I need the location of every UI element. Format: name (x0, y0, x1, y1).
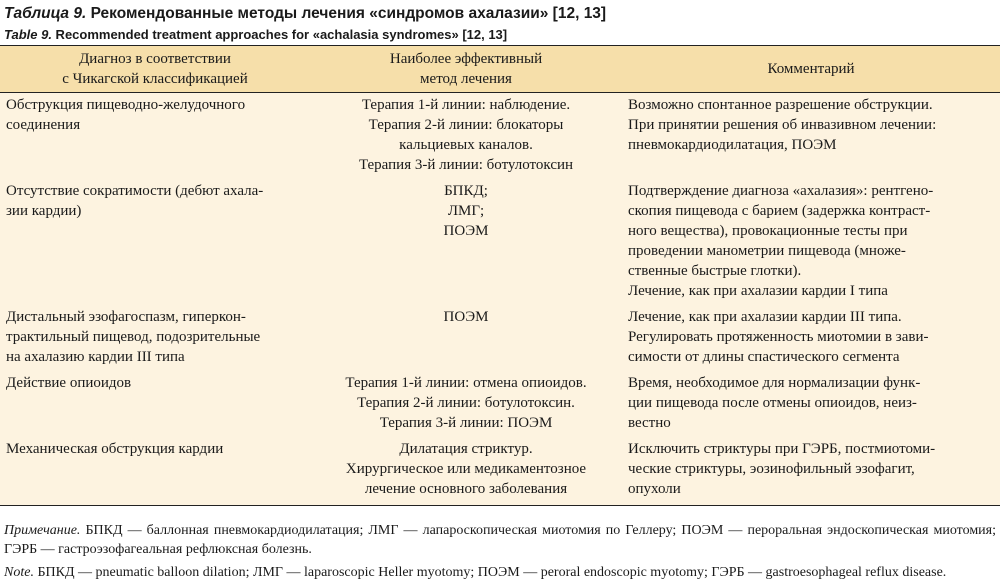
diagnosis-cell (0, 179, 310, 305)
comment-cell-line: Подтверждение диагноза «ахалазия»: рентгено- (628, 183, 934, 199)
comment-cell-line: Возможно спонтанное разрешение обструкции. (628, 97, 933, 113)
diagnosis-cell-line: зии кардии) (6, 203, 82, 219)
diagnosis-cell-line: трактильный пищевод, подозрительные (6, 329, 261, 345)
table-caption-en-text: Recommended treatment approaches for «achalasia syndromes» [12, 13] (51, 27, 508, 42)
comment-cell-line: опухоли (628, 481, 681, 497)
diagnosis-cell-line: соединения (6, 117, 81, 133)
header-diagnosis (0, 46, 310, 93)
treatment-cell-line: Терапия 3-й линии: ПОЭМ (379, 415, 553, 431)
comment-cell-line: При принятии решения об инвазивном лечении: (628, 117, 937, 133)
comment-cell-line: Исключить стриктуры при ГЭРБ, постмиотоми- (628, 441, 936, 457)
table-caption-ru-label: Таблица 9. (4, 5, 87, 22)
note-en (4, 563, 996, 582)
table-row (0, 437, 1000, 506)
header-treatment (310, 46, 622, 93)
treatment-cell-line: Дилатация стриктур. (399, 441, 533, 457)
table-row (0, 93, 1000, 180)
comment-cell (622, 371, 1000, 437)
table-row (0, 371, 1000, 437)
table-header-row (0, 46, 1000, 93)
table-caption-en-label: Table 9. (4, 27, 52, 42)
treatment-cell-line: Терапия 3-й линии: ботулотоксин (358, 157, 574, 173)
note-ru-text: БПКД — баллонная пневмокардиодилатация; ЛМГ — лапароскопическая миотомия по Геллеру; ПОЭМ — пероральная эндоскопическая миотомия; ГЭРБ — гастроэзофагеальная рефлюксная болезнь. (4, 523, 996, 557)
treatment-cell-line: кальциевых каналов. (399, 137, 533, 153)
treatment-cell (310, 437, 622, 506)
treatment-cell-line: Терапия 2-й линии: блокаторы (368, 117, 564, 133)
note-ru-label: Примечание. (4, 523, 81, 538)
table-row (0, 305, 1000, 371)
diagnosis-cell-line: Механическая обструкция кардии (6, 441, 224, 457)
treatment-cell-line: БПКД; (444, 183, 488, 199)
comment-cell (622, 437, 1000, 506)
comment-cell (622, 305, 1000, 371)
comment-cell-line: скопия пищевода с барием (задержка контраст- (628, 203, 931, 219)
treatment-cell-line: лечение основного заболевания (364, 481, 568, 497)
treatment-cell (310, 305, 622, 371)
note-en-label: Note. (4, 565, 34, 580)
note-en-text: БПКД — pneumatic balloon dilation; ЛМГ — laparoscopic Heller myotomy; ПОЭМ — peroral endoscopic myotomy; ГЭРБ — gastroesophageal reflux disease. (33, 565, 947, 580)
diagnosis-cell-line: Действие опиоидов (6, 375, 132, 391)
comment-cell-line: Регулировать протяженность миотомии в зави- (628, 329, 929, 345)
comment-cell-line: Время, необходимое для нормализации функ- (628, 375, 921, 391)
comment-cell-line: пневмокардиодилатация, ПОЭМ (628, 137, 837, 153)
header-line: с Чикагской классификацией (62, 71, 248, 87)
table-caption-en (4, 27, 507, 42)
comment-cell-line: проведении манометрии пищевода (множе- (628, 243, 906, 259)
comment-cell-line: Лечение, как при ахалазии кардии III типа. (628, 309, 902, 325)
comment-cell-line: Лечение, как при ахалазии кардии I типа (628, 283, 888, 299)
treatment-cell-line: ЛМГ; (447, 203, 485, 219)
treatment-cell-line: Терапия 1-й линии: наблюдение. (361, 97, 571, 113)
comment-cell-line: вестно (628, 415, 671, 431)
treatment-cell-line: Терапия 1-й линии: отмена опиоидов. (345, 375, 587, 391)
treatment-cell-line: Хирургическое или медикаментозное (345, 461, 587, 477)
note-ru (4, 521, 996, 559)
treatment-cell-line: ПОЭМ (443, 223, 489, 239)
treatment-cell (310, 93, 622, 180)
comment-cell-line: симости от длины спастического сегмента (628, 349, 900, 365)
treatment-cell-line: ПОЭМ (443, 309, 489, 325)
comment-cell-line: ственные быстрые глотки). (628, 263, 802, 279)
diagnosis-cell (0, 305, 310, 371)
diagnosis-cell (0, 437, 310, 506)
table-caption-ru-text: Рекомендованные методы лечения «синдромов ахалазии» [12, 13] (86, 5, 607, 22)
comment-cell (622, 93, 1000, 180)
header-line: Наиболее эффективный (389, 51, 543, 67)
treatment-cell (310, 371, 622, 437)
header-line: метод лечения (420, 71, 512, 87)
diagnosis-cell (0, 371, 310, 437)
table-caption-ru (4, 5, 606, 23)
comment-cell-line: ного вещества), провокационные тесты при (628, 223, 908, 239)
treatment-table (0, 45, 1000, 506)
header-comment (622, 46, 1000, 93)
header-line: Комментарий (767, 61, 855, 77)
treatment-cell-line: Терапия 2-й линии: ботулотоксин. (357, 395, 575, 411)
diagnosis-cell-line: Дистальный эзофагоспазм, гиперкон- (6, 309, 246, 325)
comment-cell (622, 179, 1000, 305)
treatment-cell (310, 179, 622, 305)
diagnosis-cell-line: на ахалазию кардии III типа (6, 349, 185, 365)
header-line: Диагноз в соответствии (79, 51, 231, 67)
diagnosis-cell (0, 93, 310, 180)
comment-cell-line: ции пищевода после отмены опиоидов, неиз- (628, 395, 917, 411)
diagnosis-cell-line: Обструкция пищеводно-желудочного (6, 97, 246, 113)
comment-cell-line: ческие стриктуры, эозинофильный эзофагит, (628, 461, 915, 477)
diagnosis-cell-line: Отсутствие сократимости (дебют ахала- (6, 183, 264, 199)
table-row (0, 179, 1000, 305)
